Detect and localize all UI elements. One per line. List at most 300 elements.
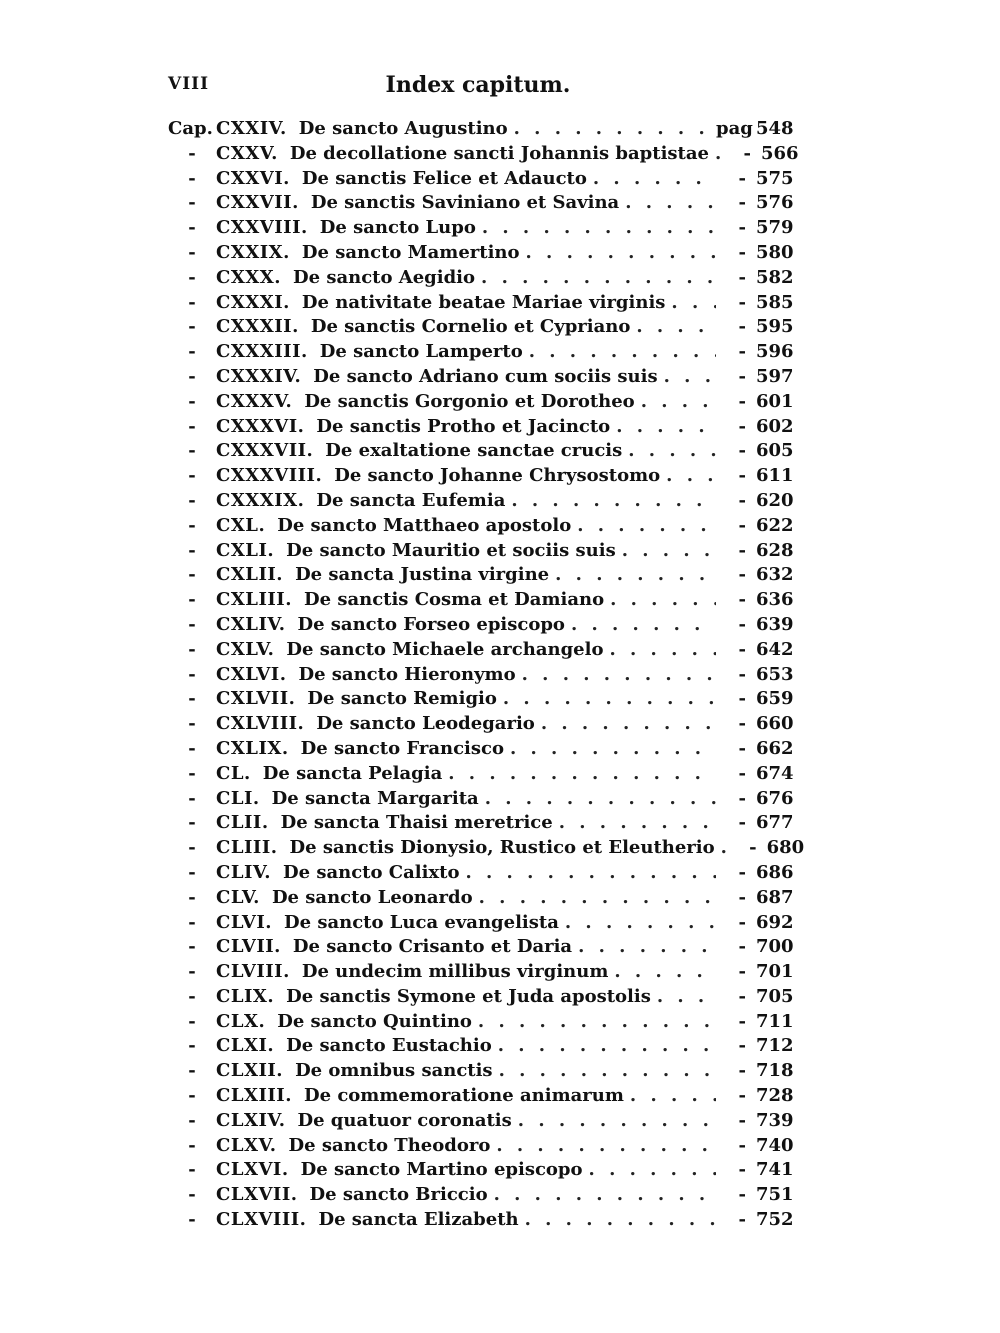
chapter-number: CXXXVI.	[216, 415, 305, 437]
dot-leader	[608, 961, 716, 982]
chapter-title: De sancto Briccio	[309, 1184, 488, 1206]
toc-row	[168, 613, 794, 639]
page-ref: 677	[756, 812, 794, 834]
chapter-title: De sancto Aegidio	[293, 266, 476, 288]
chapter-number: CXXXVIII.	[216, 465, 323, 487]
toc-row	[168, 341, 794, 366]
page-mark: -	[738, 266, 746, 288]
chapter-title: De sancto Lamperto	[319, 341, 523, 363]
dot-leader	[516, 664, 716, 685]
row-prefix: -	[188, 613, 196, 635]
page-ref: 636	[756, 589, 794, 611]
toc-row	[168, 415, 794, 441]
row-prefix: -	[188, 837, 196, 859]
dot-leader	[715, 837, 727, 858]
dot-leader	[523, 341, 716, 362]
chapter-title: De sancta Eufemia	[316, 489, 506, 511]
row-prefix: -	[188, 514, 196, 536]
row-prefix: -	[188, 812, 196, 834]
dot-leader	[622, 440, 716, 461]
page-mark: pag	[716, 118, 753, 139]
dot-leader	[476, 217, 716, 238]
chapter-index-list	[168, 118, 805, 1234]
chapter-number: CLV.	[216, 886, 260, 908]
page-ref: 632	[756, 564, 794, 586]
page-mark: -	[738, 886, 746, 908]
chapter-number: CXXXVII.	[216, 440, 314, 462]
dot-leader	[488, 1184, 716, 1205]
page-ref: 628	[756, 539, 794, 561]
row-prefix: -	[188, 1035, 196, 1057]
dot-leader	[559, 912, 716, 933]
page-ref: 642	[756, 638, 794, 660]
chapter-title: De sancto Martino episcopo	[300, 1159, 583, 1181]
row-prefix: Cap.	[168, 118, 213, 139]
page-ref: 611	[756, 465, 794, 487]
dot-leader	[505, 490, 716, 511]
toc-row	[168, 241, 794, 267]
chapter-title: De sanctis Cosma et Damiano	[303, 589, 605, 611]
page-mark: -	[743, 142, 751, 164]
page-ref: 659	[756, 688, 794, 710]
toc-row	[168, 936, 794, 961]
dot-leader	[504, 738, 716, 759]
dot-leader	[459, 862, 716, 883]
dot-leader	[635, 391, 716, 412]
row-prefix: -	[188, 713, 196, 735]
page-ref: 597	[756, 365, 794, 387]
dot-leader	[658, 366, 716, 387]
row-prefix: -	[188, 1134, 196, 1156]
toc-row	[168, 663, 794, 689]
toc-row	[168, 985, 794, 1011]
page-ref: 752	[756, 1209, 794, 1231]
dot-leader	[493, 1060, 716, 1081]
dot-leader	[603, 639, 716, 660]
dot-leader	[651, 986, 716, 1007]
chapter-title: De sancta Pelagia	[262, 762, 443, 784]
page-mark: -	[738, 1085, 746, 1107]
page-ref: 582	[756, 266, 794, 288]
page-mark: -	[738, 465, 746, 487]
dot-leader	[475, 267, 716, 288]
toc-row	[168, 638, 794, 664]
page-mark: -	[738, 316, 746, 338]
row-prefix: -	[188, 638, 196, 660]
row-prefix: -	[188, 762, 196, 784]
chapter-title: De sancta Thaisi meretrice	[280, 812, 553, 834]
dot-leader	[665, 292, 716, 313]
page-mark: -	[738, 589, 746, 611]
chapter-title: De sanctis Saviniano et Savina	[310, 192, 620, 214]
chapter-title: De sancta Justina virgine	[295, 564, 550, 586]
page-ref: 676	[756, 787, 794, 809]
dot-leader	[709, 143, 721, 164]
dot-leader	[490, 1135, 716, 1156]
dot-leader	[616, 540, 716, 561]
page-mark: -	[738, 1184, 746, 1206]
page-ref: 653	[756, 663, 794, 685]
chapter-number: CLXVI.	[216, 1159, 289, 1181]
row-prefix: -	[188, 465, 196, 487]
page-mark: -	[738, 663, 746, 685]
chapter-title: De sancta Elizabeth	[318, 1209, 519, 1231]
row-prefix: -	[188, 961, 196, 983]
chapter-title: De sancto Luca evangelista	[284, 911, 559, 933]
toc-row	[168, 1159, 794, 1184]
page-ref: 620	[756, 489, 794, 511]
page-mark: -	[738, 985, 746, 1007]
toc-row	[168, 911, 794, 937]
row-prefix: -	[188, 167, 196, 189]
page-mark: -	[738, 688, 746, 710]
toc-row	[168, 539, 794, 565]
page-number: VIII	[168, 74, 210, 94]
row-prefix: -	[188, 663, 196, 685]
page-mark: -	[738, 241, 746, 263]
chapter-title: De sancto Forseo episcopo	[297, 613, 565, 635]
page-mark: -	[738, 1060, 746, 1082]
toc-row	[168, 961, 794, 986]
row-prefix: -	[188, 886, 196, 908]
row-prefix: -	[188, 861, 196, 883]
page-mark: -	[738, 390, 746, 412]
chapter-number: CXLV.	[216, 638, 275, 660]
chapter-number: CLXIV.	[216, 1109, 286, 1131]
chapter-title: De commemoratione animarum	[303, 1085, 624, 1107]
page-ref: 579	[756, 217, 794, 239]
row-prefix: -	[188, 440, 196, 462]
toc-row	[168, 886, 794, 912]
dot-leader	[565, 614, 716, 635]
dot-leader	[520, 242, 717, 263]
chapter-title: De sanctis Protho et Jacincto	[316, 415, 611, 437]
chapter-title: De sancto Augustino	[298, 118, 508, 139]
page-mark: -	[738, 936, 746, 958]
page-ref: 605	[756, 440, 794, 462]
dot-leader	[660, 465, 716, 486]
chapter-number: CLXIII.	[216, 1085, 292, 1107]
chapter-number: CXLIX.	[216, 737, 289, 759]
chapter-number: CXXIV.	[216, 118, 287, 139]
page-ref: 576	[756, 192, 794, 214]
chapter-number: CXL.	[216, 514, 266, 536]
chapter-number: CXLIII.	[216, 589, 292, 611]
chapter-title: De sancto Eustachio	[286, 1035, 492, 1057]
dot-leader	[553, 812, 716, 833]
chapter-number: CXXVIII.	[216, 217, 308, 239]
toc-row	[168, 514, 794, 540]
dot-leader	[630, 316, 716, 337]
page-ref: 687	[756, 886, 794, 908]
toc-row	[168, 787, 794, 813]
row-prefix: -	[188, 985, 196, 1007]
chapter-title: De sancto Hieronymo	[298, 663, 516, 685]
toc-row	[168, 564, 794, 589]
toc-row	[168, 688, 794, 713]
row-prefix: -	[188, 1159, 196, 1181]
page-ref: 602	[756, 415, 794, 437]
row-prefix: -	[188, 564, 196, 586]
toc-row	[168, 365, 794, 391]
dot-leader	[624, 1085, 716, 1106]
page-ref: 566	[760, 142, 799, 164]
chapter-number: CLX.	[216, 1010, 266, 1032]
toc-row	[168, 1109, 794, 1135]
chapter-title: De sancto Calixto	[283, 861, 460, 883]
row-prefix: -	[188, 539, 196, 561]
chapter-number: CXLVII.	[216, 688, 296, 710]
page-mark: -	[738, 861, 746, 883]
dot-leader	[479, 788, 716, 809]
chapter-title: De sanctis Felice et Adaucto	[301, 167, 587, 189]
page-ref: 595	[756, 316, 794, 338]
chapter-title: De sanctis Symone et Juda apostolis	[286, 985, 651, 1007]
page-ref: 712	[756, 1035, 794, 1057]
page-ref: 739	[756, 1109, 794, 1131]
chapter-title: De sancto Lupo	[319, 217, 476, 239]
row-prefix: -	[188, 1184, 196, 1206]
page-mark: -	[738, 539, 746, 561]
chapter-number: CXLVI.	[216, 663, 287, 685]
dot-leader	[497, 688, 716, 709]
chapter-number: CLXVIII.	[216, 1209, 307, 1231]
chapter-title: De sancto Leonardo	[271, 886, 473, 908]
row-prefix: -	[188, 241, 196, 263]
row-prefix: -	[188, 291, 196, 313]
page-ref: 575	[756, 167, 794, 189]
page-ref: 660	[756, 713, 794, 735]
toc-row	[168, 118, 794, 143]
toc-row	[168, 390, 794, 416]
dot-leader	[571, 515, 716, 536]
dot-leader	[572, 936, 716, 957]
toc-row	[168, 1010, 794, 1036]
page-mark: -	[738, 1035, 746, 1057]
chapter-title: De sancto Johanne Chrysostomo	[334, 465, 661, 487]
chapter-title: De sanctis Dionysio, Rustico et Eleutherio	[289, 837, 715, 859]
toc-row	[168, 440, 794, 465]
chapter-number: CXLVIII.	[216, 713, 305, 735]
page-ref: 741	[756, 1159, 794, 1181]
row-prefix: -	[188, 1085, 196, 1107]
page-mark: -	[738, 911, 746, 933]
dot-leader	[549, 564, 716, 585]
dot-leader	[472, 1011, 716, 1032]
chapter-title: De decollatione sancti Johannis baptistae	[289, 142, 709, 164]
page-mark: -	[738, 737, 746, 759]
chapter-title: De sancto Quintino	[277, 1010, 472, 1032]
dot-leader	[519, 1209, 716, 1230]
page-mark: -	[738, 489, 746, 511]
page-ref: 674	[756, 762, 794, 784]
chapter-title: De sancta Margarita	[271, 787, 479, 809]
row-prefix: -	[188, 737, 196, 759]
chapter-number: CXXXIX.	[216, 489, 305, 511]
chapter-number: CLXVII.	[216, 1184, 298, 1206]
toc-row	[168, 167, 794, 193]
dot-leader	[442, 763, 716, 784]
page-ref: 622	[756, 514, 794, 536]
row-prefix: -	[188, 1010, 196, 1032]
dot-leader	[619, 192, 716, 213]
page-ref: 596	[756, 341, 794, 363]
row-prefix: -	[188, 1060, 196, 1082]
chapter-number: CXXXIV.	[216, 365, 302, 387]
chapter-number: CLIII.	[216, 837, 278, 859]
row-prefix: -	[188, 589, 196, 611]
toc-row	[168, 266, 794, 292]
page-ref: 601	[756, 390, 794, 412]
page-mark: -	[738, 192, 746, 214]
dot-leader	[512, 1110, 716, 1131]
chapter-number: CXXVII.	[216, 192, 299, 214]
chapter-number: CXLI.	[216, 539, 275, 561]
toc-row	[168, 1060, 794, 1085]
row-prefix: -	[188, 142, 196, 164]
page-ref: 705	[756, 985, 794, 1007]
row-prefix: -	[188, 316, 196, 338]
row-prefix: -	[188, 192, 196, 214]
page-mark: -	[738, 1010, 746, 1032]
page-ref: 700	[756, 936, 794, 958]
chapter-number: CLXII.	[216, 1060, 284, 1082]
row-prefix: -	[188, 365, 196, 387]
chapter-number: CLIV.	[216, 861, 271, 883]
page-mark: -	[738, 1109, 746, 1131]
page-ref: 718	[756, 1060, 794, 1082]
chapter-number: CLII.	[216, 812, 269, 834]
chapter-number: CXXXI.	[216, 291, 290, 313]
dot-leader	[492, 1035, 716, 1056]
dot-leader	[535, 713, 716, 734]
chapter-number: CXXVI.	[216, 167, 290, 189]
page-ref: 680	[766, 837, 805, 859]
chapter-title: De quatuor coronatis	[297, 1109, 512, 1131]
row-prefix: -	[188, 688, 196, 710]
chapter-number: CXXXIII.	[216, 341, 308, 363]
toc-row	[168, 1184, 794, 1209]
page-mark: -	[738, 812, 746, 834]
toc-row	[168, 812, 794, 837]
page-mark: -	[738, 167, 746, 189]
page-mark: -	[738, 415, 746, 437]
toc-row	[168, 861, 794, 887]
chapter-number: CLI.	[216, 787, 260, 809]
chapter-title: De sancto Michaele archangelo	[286, 638, 604, 660]
page-ref: 740	[756, 1134, 794, 1156]
toc-row	[168, 713, 794, 738]
chapter-title: De sancto Remigio	[307, 688, 497, 710]
dot-leader	[604, 589, 716, 610]
chapter-number: CLVII.	[216, 936, 281, 958]
row-prefix: -	[188, 341, 196, 363]
chapter-number: CXLIV.	[216, 613, 286, 635]
chapter-title: De omnibus sanctis	[295, 1060, 493, 1082]
page-ref: 548	[756, 118, 794, 139]
chapter-title: De nativitate beatae Mariae virginis	[301, 291, 666, 313]
page-ref: 580	[756, 241, 794, 263]
page-ref: 585	[756, 291, 794, 313]
dot-leader	[473, 887, 716, 908]
page-mark: -	[738, 341, 746, 363]
chapter-number: CLXV.	[216, 1134, 277, 1156]
chapter-number: CLXI.	[216, 1035, 275, 1057]
toc-row	[168, 737, 794, 763]
page-mark: -	[738, 1159, 746, 1181]
toc-row	[168, 192, 794, 217]
chapter-title: De undecim millibus virginum	[301, 961, 609, 983]
toc-row	[168, 489, 794, 515]
page-mark: -	[738, 564, 746, 586]
dot-leader	[587, 168, 716, 189]
toc-row	[168, 316, 794, 341]
dot-leader	[508, 118, 716, 139]
chapter-title: De exaltatione sanctae crucis	[325, 440, 623, 462]
toc-row	[168, 1134, 794, 1160]
page-mark: -	[738, 514, 746, 536]
dot-leader	[583, 1159, 716, 1180]
page-mark: -	[749, 837, 757, 859]
chapter-number: CXXXII.	[216, 316, 299, 338]
toc-row	[168, 589, 794, 614]
page-mark: -	[738, 291, 746, 313]
row-prefix: -	[188, 787, 196, 809]
chapter-title: De sanctis Gorgonio et Dorotheo	[304, 390, 635, 412]
toc-row	[168, 837, 805, 862]
chapter-number: CXXXV.	[216, 390, 293, 412]
page-mark: -	[738, 217, 746, 239]
page-ref: 751	[756, 1184, 794, 1206]
page-ref: 711	[756, 1010, 794, 1032]
chapter-number: CXLII.	[216, 564, 284, 586]
page-mark: -	[738, 961, 746, 983]
chapter-title: De sancto Leodegario	[316, 713, 535, 735]
page-mark: -	[738, 762, 746, 784]
toc-row	[168, 762, 794, 788]
dot-leader	[610, 416, 716, 437]
page-ref: 662	[756, 737, 794, 759]
page-mark: -	[738, 787, 746, 809]
toc-row	[168, 465, 794, 490]
chapter-title: De sancto Francisco	[300, 737, 504, 759]
chapter-title: De sancto Theodoro	[288, 1134, 491, 1156]
page-mark: -	[738, 638, 746, 660]
page-mark: -	[738, 1134, 746, 1156]
row-prefix: -	[188, 1109, 196, 1131]
page-ref: 686	[756, 861, 794, 883]
page-ref: 692	[756, 911, 794, 933]
page-mark: -	[738, 613, 746, 635]
chapter-title: De sancto Crisanto et Daria	[292, 936, 573, 958]
chapter-number: CLIX.	[216, 985, 275, 1007]
chapter-number: CXXX.	[216, 266, 281, 288]
toc-row	[168, 291, 794, 317]
row-prefix: -	[188, 266, 196, 288]
chapter-number: CLVI.	[216, 911, 272, 933]
page-ref: 701	[756, 961, 794, 983]
toc-row	[168, 142, 799, 168]
chapter-title: De sancto Mamertino	[301, 241, 520, 263]
toc-row	[168, 1209, 794, 1234]
page-title: Index capitum.	[385, 72, 571, 98]
chapter-number: CXXIX.	[216, 241, 290, 263]
chapter-number: CL.	[216, 762, 251, 784]
page-mark: -	[738, 713, 746, 735]
row-prefix: -	[188, 390, 196, 412]
page-header	[168, 72, 788, 102]
toc-row	[168, 1085, 794, 1110]
